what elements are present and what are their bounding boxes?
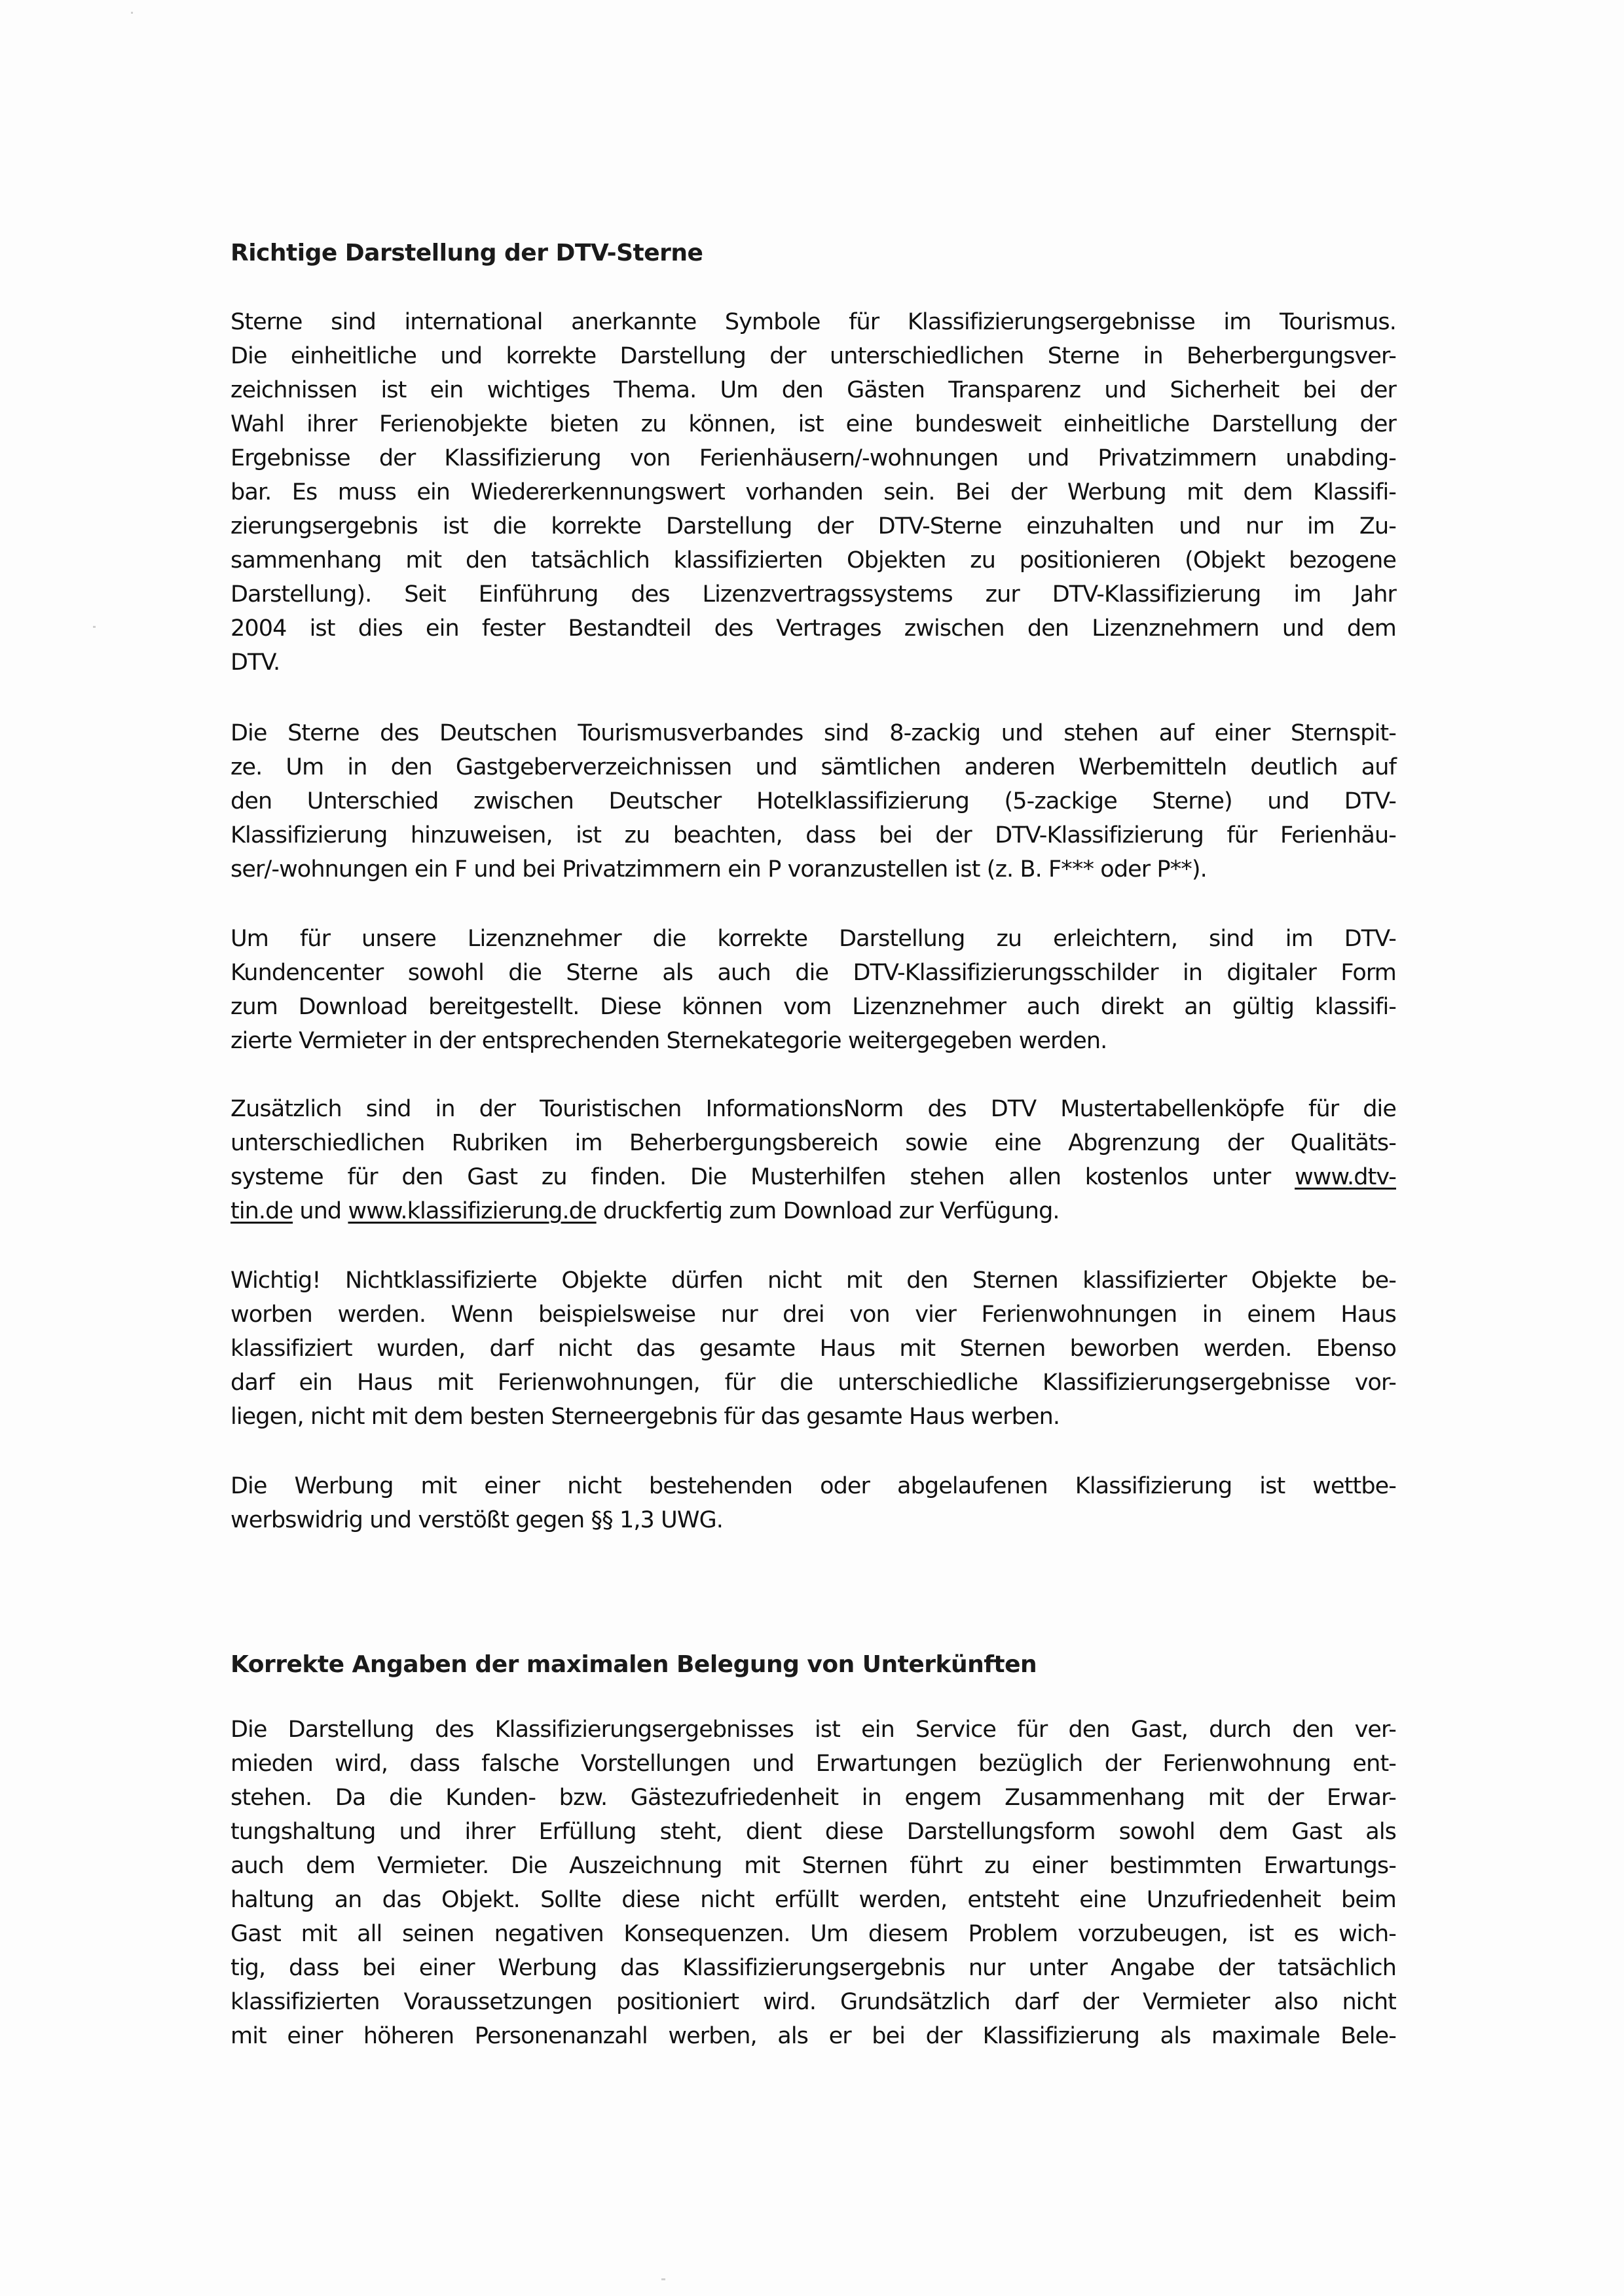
text-line: zierte Vermieter in der entsprechenden Sternekategorie weitergegeben werden. bbox=[231, 1028, 1107, 1054]
text-line: Kundencenter sowohl die Sterne als auch die DTV-Klassifizierungsschilder in digitaler Form bbox=[231, 960, 1396, 986]
text-line: auch dem Vermieter. Die Auszeichnung mit Sternen führt zu einer bestimmten Erwartungs- bbox=[231, 1853, 1396, 1879]
text-line: sammenhang mit den tatsächlich klassifizierten Objekten zu positionieren (Objekt bezogene bbox=[231, 547, 1396, 574]
text-line: bar. Es muss ein Wiedererkennungswert vorhanden sein. Bei der Werbung mit dem Klassifi- bbox=[231, 479, 1396, 505]
text-line: Die Sterne des Deutschen Tourismusverbandes sind 8-zackig und stehen auf einer Sternspit- bbox=[231, 720, 1396, 746]
text-line: Gast mit all seinen negativen Konsequenzen. Um diesem Problem vorzubeugen, ist es wich- bbox=[231, 1921, 1396, 1947]
text-line: worben werden. Wenn beispielsweise nur drei von vier Ferienwohnungen in einem Haus bbox=[231, 1302, 1396, 1328]
text-line: klassifizierten Voraussetzungen positioniert wird. Grundsätzlich darf der Vermieter also nicht bbox=[231, 1989, 1396, 2015]
text-line: klassifiziert wurden, darf nicht das gesamte Haus mit Sternen beworben werden. Ebenso bbox=[231, 1336, 1396, 1362]
paragraph-6 bbox=[231, 1469, 1396, 1537]
text-line: Darstellung). Seit Einführung des Lizenzvertragssystems zur DTV-Klassifizierung im Jahr bbox=[231, 581, 1396, 608]
text-line: tig, dass bei einer Werbung das Klassifizierungsergebnis nur unter Angabe der tatsächlich bbox=[231, 1955, 1396, 1981]
text-line: Sterne sind international anerkannte Symbole für Klassifizierungsergebnisse im Tourismus. bbox=[231, 309, 1396, 335]
paragraph-5 bbox=[231, 1264, 1396, 1434]
text-line: Die einheitliche und korrekte Darstellung der unterschiedlichen Sterne in Beherbergungsver- bbox=[231, 343, 1396, 369]
section-heading-maximale-belegung: Korrekte Angaben der maximalen Belegung von Unterkünften bbox=[231, 1651, 1037, 1678]
text-line: Die Werbung mit einer nicht bestehenden oder abgelaufenen Klassifizierung ist wettbe- bbox=[231, 1473, 1396, 1499]
paragraph-1 bbox=[231, 305, 1396, 680]
text-line: werbswidrig und verstößt gegen §§ 1,3 UWG. bbox=[231, 1507, 724, 1533]
scan-speck bbox=[131, 12, 133, 14]
text-line: stehen. Da die Kunden- bzw. Gästezufriedenheit in engem Zusammenhang mit der Erwar- bbox=[231, 1785, 1396, 1811]
text-line: DTV. bbox=[231, 649, 280, 676]
text-line: darf ein Haus mit Ferienwohnungen, für die unterschiedliche Klassifizierungsergebnisse vor- bbox=[231, 1370, 1396, 1396]
paragraph-7 bbox=[231, 1713, 1396, 2053]
text-line: zeichnissen ist ein wichtiges Thema. Um den Gästen Transparenz und Sicherheit bei der bbox=[231, 377, 1396, 403]
text-line: 2004 ist dies ein fester Bestandteil des Vertrages zwischen den Lizenznehmern und dem bbox=[231, 615, 1396, 642]
text-line: Klassifizierung hinzuweisen, ist zu beachten, dass bei der DTV-Klassifizierung für Ferienhäu- bbox=[231, 822, 1396, 848]
text-line: zum Download bereitgestellt. Diese können vom Lizenznehmer auch direkt an gültig klassifi- bbox=[231, 994, 1396, 1020]
link-dtv-tin[interactable]: www.dtv- bbox=[1295, 1164, 1396, 1190]
text-line: mit einer höheren Personenanzahl werben, als er bei der Klassifizierung als maximale Bele- bbox=[231, 2023, 1396, 2049]
text-line: haltung an das Objekt. Sollte diese nicht erfüllt werden, entsteht eine Unzufriedenheit beim bbox=[231, 1887, 1396, 1913]
text-line: ze. Um in den Gastgeberverzeichnissen und sämtlichen anderen Werbemitteln deutlich auf bbox=[231, 754, 1396, 780]
text-line: Die Darstellung des Klassifizierungsergebnisses ist ein Service für den Gast, durch den ver- bbox=[231, 1717, 1396, 1743]
scan-speck bbox=[661, 2278, 665, 2280]
text-line: Zusätzlich sind in der Touristischen InformationsNorm des DTV Mustertabellenköpfe für die bbox=[231, 1096, 1396, 1122]
link-klassifizierung[interactable]: www.klassifizierung.de bbox=[348, 1198, 597, 1224]
text-line: Um für unsere Lizenznehmer die korrekte Darstellung zu erleichtern, sind im DTV- bbox=[231, 926, 1396, 952]
link-dtv-tin-continued[interactable]: tin.de bbox=[231, 1198, 293, 1224]
scan-speck bbox=[93, 626, 96, 628]
text-line: tungshaltung und ihrer Erfüllung steht, dient diese Darstellungsform sowohl dem Gast als bbox=[231, 1819, 1396, 1845]
text-line: Wahl ihrer Ferienobjekte bieten zu können, ist eine bundesweit einheitliche Darstellung der bbox=[231, 411, 1396, 437]
paragraph-4 bbox=[231, 1092, 1396, 1228]
paragraph-3 bbox=[231, 922, 1396, 1058]
text-line: systeme für den Gast zu finden. Die Musterhilfen stehen allen kostenlos unter www.dtv- bbox=[231, 1164, 1396, 1190]
text-line: liegen, nicht mit dem besten Sterneergebnis für das gesamte Haus werben. bbox=[231, 1404, 1060, 1430]
text-line: zierungsergebnis ist die korrekte Darstellung der DTV-Sterne einzuhalten und nur im Zu- bbox=[231, 513, 1396, 539]
section-heading-dtv-sterne: Richtige Darstellung der DTV-Sterne bbox=[231, 240, 703, 266]
text-line: den Unterschied zwischen Deutscher Hotelklassifizierung (5-zackige Sterne) und DTV- bbox=[231, 788, 1396, 814]
text-line: mieden wird, dass falsche Vorstellungen und Erwartungen bezüglich der Ferienwohnung ent- bbox=[231, 1751, 1396, 1777]
text-line: Wichtig! Nichtklassifizierte Objekte dürfen nicht mit den Sternen klassifizierter Objekte be- bbox=[231, 1267, 1396, 1294]
text-line: tin.de und www.klassifizierung.de druckfertig zum Download zur Verfügung. bbox=[231, 1198, 1060, 1224]
text-line: unterschiedlichen Rubriken im Beherbergungsbereich sowie eine Abgrenzung der Qualitäts- bbox=[231, 1130, 1396, 1156]
text-line: ser/-wohnungen ein F und bei Privatzimmern ein P voranzustellen ist (z. B. F*** oder P**). bbox=[231, 856, 1207, 883]
text-line: Ergebnisse der Klassifizierung von Ferienhäusern/-wohnungen und Privatzimmern unabding- bbox=[231, 445, 1396, 471]
paragraph-2 bbox=[231, 716, 1396, 886]
